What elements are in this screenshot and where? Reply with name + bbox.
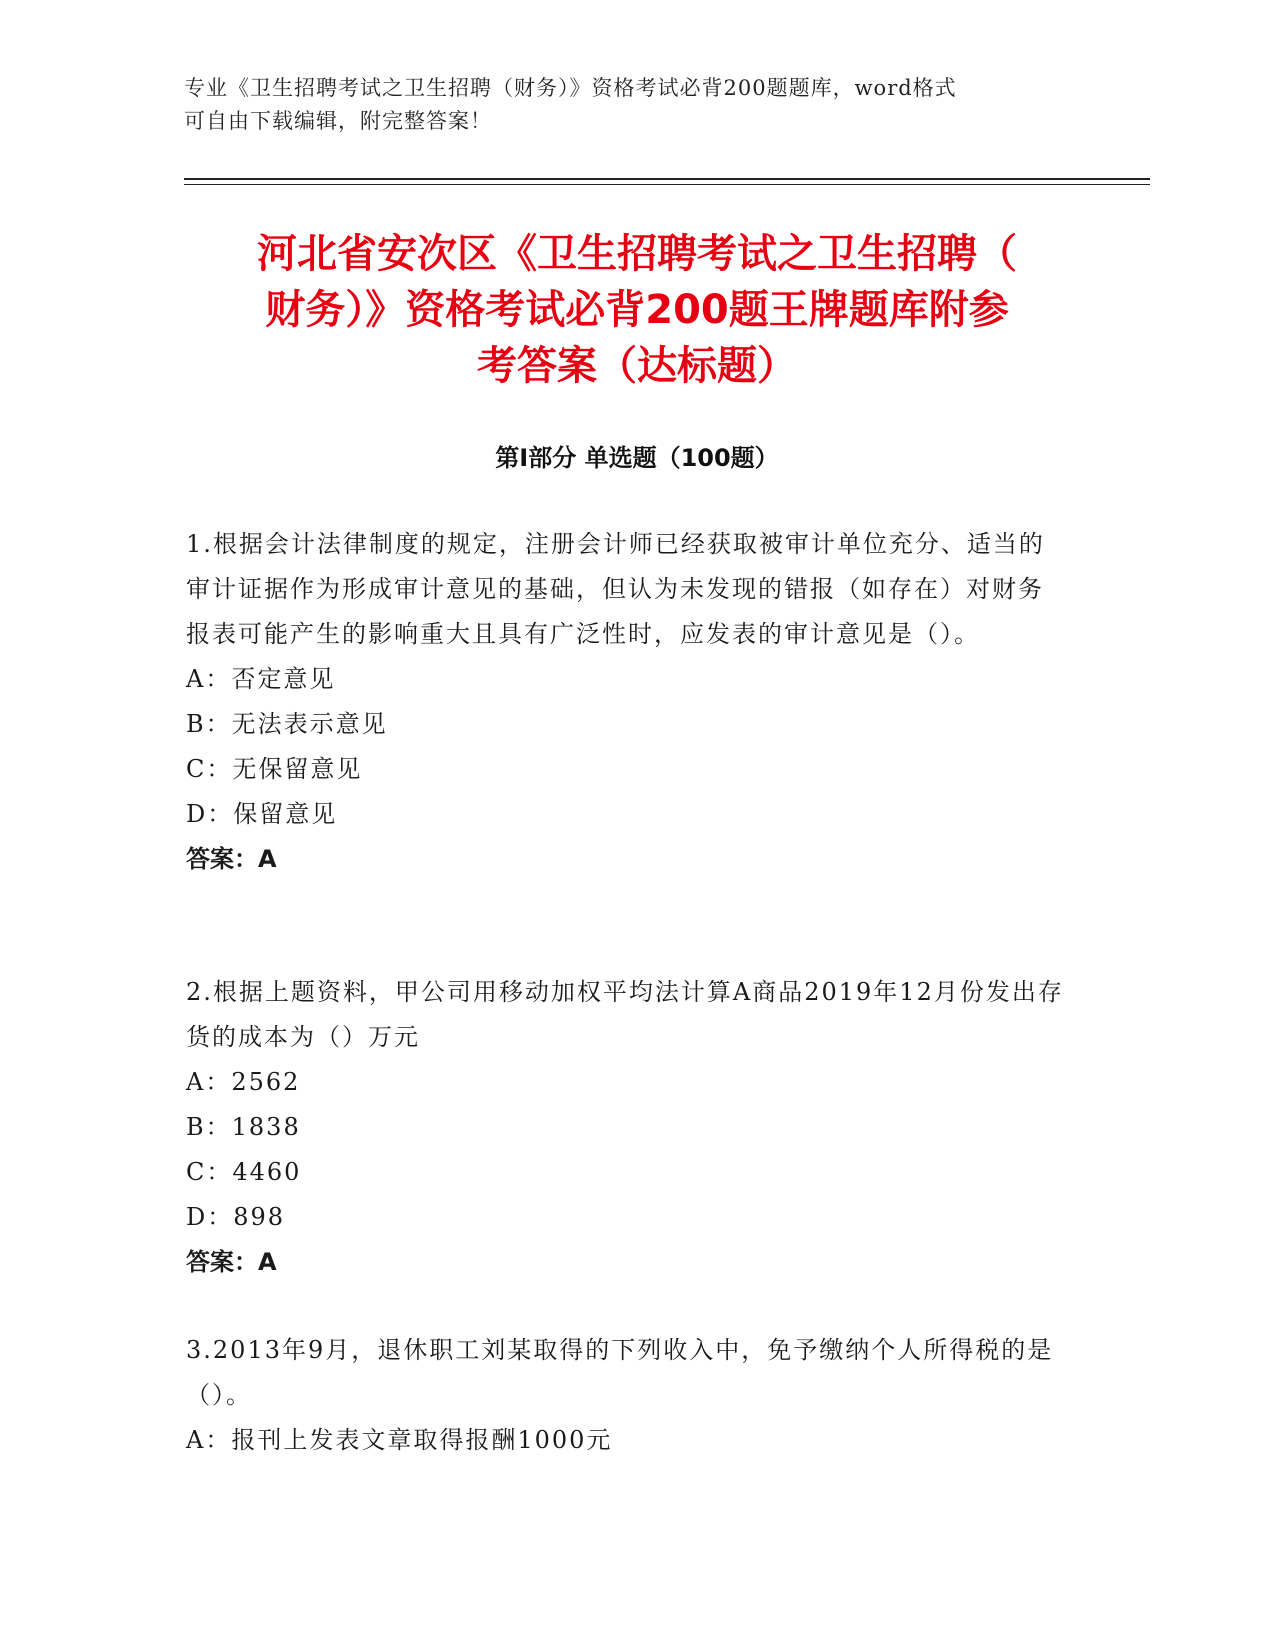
option-d: D：保留意见	[186, 800, 338, 828]
question-item	[186, 970, 1066, 1285]
title-line2: 财务）》资格考试必背200题王牌题库附参	[265, 287, 1009, 333]
option-a: A：报刊上发表文章取得报酬1000元	[186, 1426, 613, 1454]
question-stem: 2.根据上题资料，甲公司用移动加权平均法计算A商品2019年12月份发出存货的成本为（）万元	[186, 978, 1064, 1051]
option-b: B：1838	[186, 1113, 301, 1141]
question-item	[186, 1328, 1066, 1463]
section-heading: 第I部分 单选题（100题）	[495, 444, 779, 472]
option-d: D：898	[186, 1203, 286, 1231]
option-a: A：否定意见	[186, 665, 336, 693]
option-a: A：2562	[186, 1068, 301, 1096]
title-line1: 河北省安次区《卫生招聘考试之卫生招聘（	[257, 231, 1017, 277]
option-c: C：4460	[186, 1158, 302, 1186]
header-rule-thin	[184, 184, 1150, 185]
question-answer: 答案：A	[186, 845, 277, 873]
question-answer: 答案：A	[186, 1248, 277, 1276]
header-note	[184, 72, 1064, 138]
header-note-line1: 专业《卫生招聘考试之卫生招聘（财务）》资格考试必背200题题库，word格式	[184, 76, 957, 100]
question-stem: 1.根据会计法律制度的规定，注册会计师已经获取被审计单位充分、适当的审计证据作为形成审计意见的基础，但认为未发现的错报（如存在）对财务报表可能产生的影响重大且具有广泛性时，应发表的审计意见是（）。	[186, 530, 1045, 648]
option-c: C：无保留意见	[186, 755, 363, 783]
question-stem: 3.2013年9月，退休职工刘某取得的下列收入中，免予缴纳个人所得税的是（）。	[186, 1336, 1054, 1409]
header-note-line2: 可自由下载编辑，附完整答案！	[184, 109, 492, 133]
document-title	[184, 226, 1090, 394]
option-b: B：无法表示意见	[186, 710, 388, 738]
question-item	[186, 522, 1066, 882]
title-line3: 考答案（达标题）	[477, 343, 797, 389]
header-rule-thick	[184, 178, 1150, 180]
